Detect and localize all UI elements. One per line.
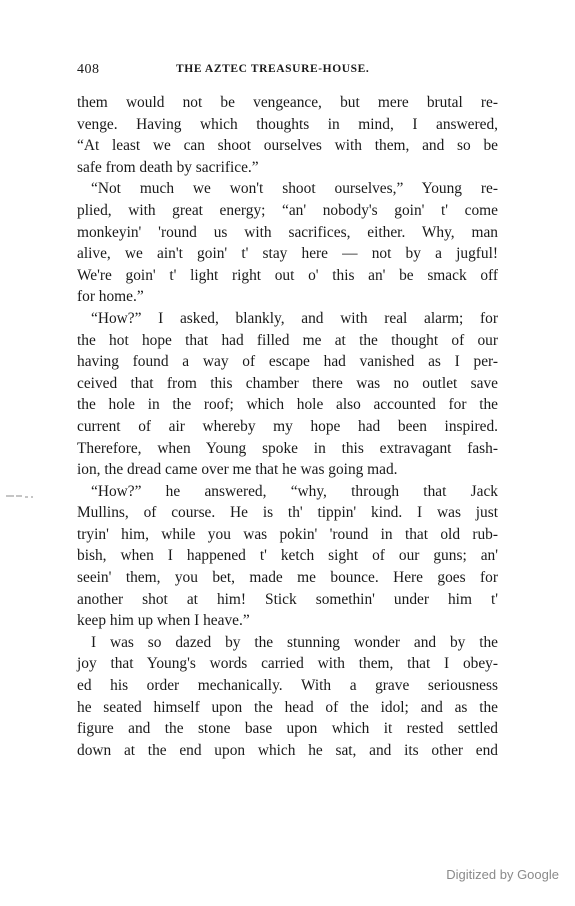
text-line: “Not much we won't shoot ourselves,” Young re- xyxy=(91,180,498,198)
text-line: current of air whereby my hope had been inspired. xyxy=(77,417,498,435)
text-line: monkeyin' 'round us with sacrifices, either. Why, man xyxy=(77,223,498,241)
text-line: We're goin' t' light right out o' this an' be smack off xyxy=(77,266,498,284)
text-line: ed his order mechanically. With a grave seriousness xyxy=(77,677,498,695)
text-line: joy that Young's words carried with them, that I obey- xyxy=(77,655,498,673)
text-line: venge. Having which thoughts in mind, I answered, xyxy=(77,115,498,133)
text-line: “How?” I asked, blankly, and with real alarm; for xyxy=(91,309,498,327)
margin-squiggle-icon xyxy=(6,493,42,499)
text-line: down at the end upon which he sat, and its other end xyxy=(77,741,498,759)
margin-mark xyxy=(6,493,42,499)
text-line: seein' them, you bet, made me bounce. Here goes for xyxy=(77,569,498,587)
digitized-watermark: Digitized by Google xyxy=(446,867,559,882)
text-line: plied, with great energy; “an' nobody's goin' t' come xyxy=(77,201,498,219)
text-line: for home.” xyxy=(77,288,144,306)
text-line: the hole in the roof; which hole also accounted for the xyxy=(77,396,498,414)
text-line: he seated himself upon the head of the idol; and as the xyxy=(77,698,498,716)
text-line: tryin' him, while you was pokin' 'round in that old rub- xyxy=(77,525,498,543)
page-number: 408 xyxy=(77,62,100,77)
text-line: figure and the stone base upon which it rested settled xyxy=(77,720,498,738)
text-line: them would not be vengeance, but mere brutal re- xyxy=(77,94,498,111)
text-line: ceived that from this chamber there was no outlet save xyxy=(77,374,498,392)
text-line: “How?” he answered, “why, through that Jack xyxy=(91,482,498,500)
text-line: ion, the dread came over me that he was going mad. xyxy=(77,461,398,479)
text-line: Mullins, of course. He is th' tippin' kind. I was just xyxy=(77,504,498,522)
text-line: safe from death by sacrifice.” xyxy=(77,158,259,176)
text-line: the hot hope that had filled me at the thought of our xyxy=(77,331,498,349)
text-line: alive, we ain't goin' t' stay here — not by a jugful! xyxy=(77,245,498,263)
text-line: “At least we can shoot ourselves with them, and so be xyxy=(77,137,498,155)
page-body xyxy=(77,92,498,761)
text-line: keep him up when I heave.” xyxy=(77,612,250,630)
text-line: another shot at him! Stick somethin' under him t' xyxy=(77,590,498,608)
text-line: I was so dazed by the stunning wonder and by the xyxy=(91,633,498,651)
running-head: THE AZTEC TREASURE-HOUSE. xyxy=(176,63,370,75)
text-line: having found a way of escape had vanished as I per- xyxy=(77,353,498,371)
text-line: bish, when I happened t' ketch sight of our guns; an' xyxy=(77,547,498,565)
text-line: Therefore, when Young spoke in this extravagant fash- xyxy=(77,439,498,457)
